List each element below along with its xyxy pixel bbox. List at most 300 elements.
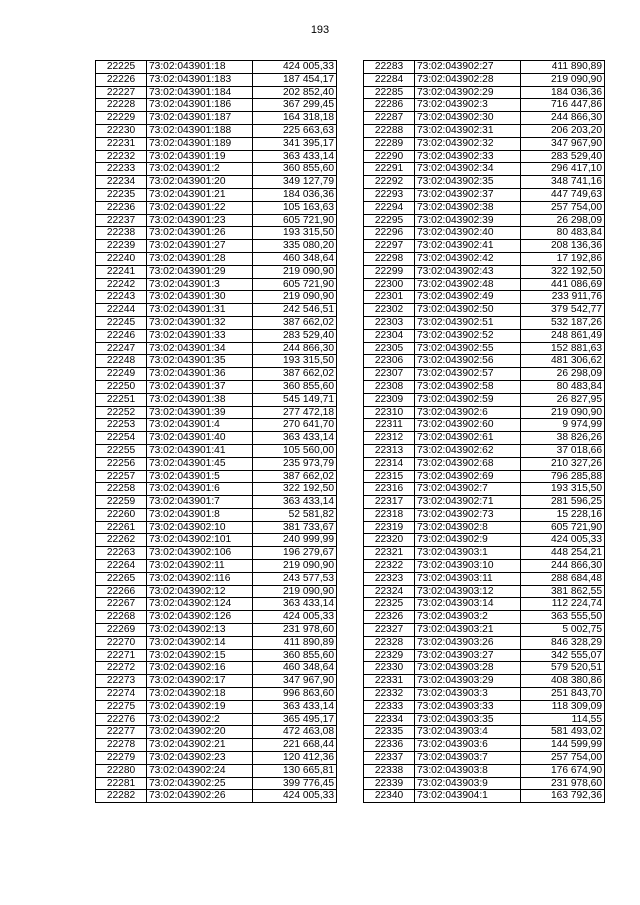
row-number: 22287 — [364, 112, 415, 125]
table-row — [364, 291, 605, 304]
cadastral-value: 387 662,02 — [253, 368, 337, 381]
table-row — [364, 329, 605, 342]
table-row — [96, 393, 337, 406]
cadastral-number: 73:02:043902:26 — [147, 790, 253, 803]
cadastral-value: 277 472,18 — [253, 406, 337, 419]
row-number: 22270 — [96, 636, 147, 649]
row-number: 22328 — [364, 636, 415, 649]
row-number: 22225 — [96, 61, 147, 74]
table-row — [364, 227, 605, 240]
row-number: 22285 — [364, 86, 415, 99]
cadastral-value: 296 417,10 — [521, 163, 605, 176]
cadastral-value: 196 279,67 — [253, 547, 337, 560]
row-number: 22254 — [96, 432, 147, 445]
cadastral-number: 73:02:043901:20 — [147, 176, 253, 189]
row-number: 22337 — [364, 752, 415, 765]
cadastral-number: 73:02:043902:11 — [147, 560, 253, 573]
cadastral-value: 411 890,89 — [521, 61, 605, 74]
table-row — [364, 432, 605, 445]
table-row — [96, 201, 337, 214]
row-number: 22286 — [364, 99, 415, 112]
cadastral-number: 73:02:043902:29 — [415, 86, 521, 99]
cadastral-value: 363 433,14 — [253, 598, 337, 611]
row-number: 22306 — [364, 355, 415, 368]
table-row — [96, 739, 337, 752]
cadastral-value: 243 577,53 — [253, 572, 337, 585]
cadastral-number: 73:02:043901:35 — [147, 355, 253, 368]
table-row — [364, 73, 605, 86]
cadastral-value: 605 721,90 — [521, 521, 605, 534]
cadastral-number: 73:02:043902:60 — [415, 419, 521, 432]
row-number: 22259 — [96, 496, 147, 509]
cadastral-value: 605 721,90 — [253, 278, 337, 291]
row-number: 22329 — [364, 649, 415, 662]
table-row — [96, 329, 337, 342]
row-number: 22242 — [96, 278, 147, 291]
row-number: 22255 — [96, 444, 147, 457]
row-number: 22327 — [364, 624, 415, 637]
page-number: 193 — [310, 24, 330, 36]
table-row — [364, 393, 605, 406]
table-row — [364, 752, 605, 765]
cadastral-value: 460 348,64 — [253, 252, 337, 265]
cadastral-value: 152 881,63 — [521, 342, 605, 355]
row-number: 22281 — [96, 777, 147, 790]
row-number: 22266 — [96, 585, 147, 598]
table-row — [96, 636, 337, 649]
row-number: 22263 — [96, 547, 147, 560]
table-row — [364, 560, 605, 573]
row-number: 22265 — [96, 572, 147, 585]
row-number: 22234 — [96, 176, 147, 189]
cadastral-number: 73:02:043903:12 — [415, 585, 521, 598]
cadastral-value: 411 890,89 — [253, 636, 337, 649]
cadastral-value: 251 843,70 — [521, 688, 605, 701]
cadastral-number: 73:02:043903:6 — [415, 739, 521, 752]
cadastral-number: 73:02:043902:13 — [147, 624, 253, 637]
row-number: 22256 — [96, 457, 147, 470]
table-row — [364, 368, 605, 381]
row-number: 22296 — [364, 227, 415, 240]
table-row — [364, 124, 605, 137]
row-number: 22241 — [96, 265, 147, 278]
cadastral-number: 73:02:043902:8 — [415, 521, 521, 534]
row-number: 22271 — [96, 649, 147, 662]
table-row — [96, 73, 337, 86]
cadastral-number: 73:02:043902:126 — [147, 611, 253, 624]
cadastral-value: 424 005,33 — [253, 61, 337, 74]
cadastral-value: 716 447,86 — [521, 99, 605, 112]
cadastral-number: 73:02:043902:18 — [147, 688, 253, 701]
row-number: 22277 — [96, 726, 147, 739]
row-number: 22310 — [364, 406, 415, 419]
table-row — [96, 649, 337, 662]
cadastral-number: 73:02:043901:19 — [147, 150, 253, 163]
cadastral-number: 73:02:043901:6 — [147, 483, 253, 496]
row-number: 22323 — [364, 572, 415, 585]
cadastral-number: 73:02:043902:38 — [415, 201, 521, 214]
row-number: 22230 — [96, 124, 147, 137]
row-number: 22228 — [96, 99, 147, 112]
table-row — [364, 252, 605, 265]
row-number: 22305 — [364, 342, 415, 355]
cadastral-value: 193 315,50 — [253, 227, 337, 240]
cadastral-number: 73:02:043902:24 — [147, 764, 253, 777]
row-number: 22258 — [96, 483, 147, 496]
cadastral-value: 796 285,88 — [521, 470, 605, 483]
cadastral-number: 73:02:043901:3 — [147, 278, 253, 291]
row-number: 22339 — [364, 777, 415, 790]
cadastral-number: 73:02:043903:2 — [415, 611, 521, 624]
cadastral-number: 73:02:043902:31 — [415, 124, 521, 137]
row-number: 22311 — [364, 419, 415, 432]
table-row — [364, 521, 605, 534]
table-row — [364, 355, 605, 368]
cadastral-number: 73:02:043901:5 — [147, 470, 253, 483]
row-number: 22231 — [96, 137, 147, 150]
row-number: 22278 — [96, 739, 147, 752]
row-number: 22297 — [364, 240, 415, 253]
row-number: 22315 — [364, 470, 415, 483]
row-number: 22298 — [364, 252, 415, 265]
cadastral-value: 244 866,30 — [253, 342, 337, 355]
cadastral-value: 52 581,82 — [253, 508, 337, 521]
cadastral-number: 73:02:043901:21 — [147, 188, 253, 201]
cadastral-value: 231 978,60 — [253, 624, 337, 637]
row-number: 22322 — [364, 560, 415, 573]
table-row — [364, 150, 605, 163]
cadastral-value: 322 192,50 — [521, 265, 605, 278]
row-number: 22240 — [96, 252, 147, 265]
table-row — [364, 444, 605, 457]
table-row — [364, 598, 605, 611]
row-number: 22302 — [364, 304, 415, 317]
cadastral-value: 221 668,44 — [253, 739, 337, 752]
table-row — [364, 419, 605, 432]
table-row — [364, 214, 605, 227]
cadastral-value: 363 433,14 — [253, 432, 337, 445]
cadastral-number: 73:02:043901:187 — [147, 112, 253, 125]
cadastral-value: 349 127,79 — [253, 176, 337, 189]
cadastral-number: 73:02:043901:34 — [147, 342, 253, 355]
table-row — [96, 585, 337, 598]
cadastral-value: 532 187,26 — [521, 316, 605, 329]
cadastral-number: 73:02:043902:25 — [147, 777, 253, 790]
cadastral-number: 73:02:043902:32 — [415, 137, 521, 150]
cadastral-number: 73:02:043902:9 — [415, 534, 521, 547]
table-row — [96, 214, 337, 227]
cadastral-number: 73:02:043902:101 — [147, 534, 253, 547]
table-row — [364, 201, 605, 214]
table-row — [364, 99, 605, 112]
row-number: 22245 — [96, 316, 147, 329]
cadastral-value: 219 090,90 — [521, 73, 605, 86]
row-number: 22290 — [364, 150, 415, 163]
cadastral-number: 73:02:043902:6 — [415, 406, 521, 419]
row-number: 22288 — [364, 124, 415, 137]
cadastral-number: 73:02:043901:38 — [147, 393, 253, 406]
row-number: 22340 — [364, 790, 415, 803]
cadastral-value: 80 483,84 — [521, 227, 605, 240]
table-row — [364, 534, 605, 547]
row-number: 22309 — [364, 393, 415, 406]
table-row — [364, 278, 605, 291]
cadastral-number: 73:02:043903:33 — [415, 700, 521, 713]
cadastral-value: 424 005,33 — [521, 534, 605, 547]
cadastral-number: 73:02:043901:7 — [147, 496, 253, 509]
table-row — [364, 406, 605, 419]
cadastral-value: 387 662,02 — [253, 470, 337, 483]
cadastral-number: 73:02:043901:28 — [147, 252, 253, 265]
cadastral-number: 73:02:043903:1 — [415, 547, 521, 560]
row-number: 22295 — [364, 214, 415, 227]
row-number: 22269 — [96, 624, 147, 637]
table-row — [96, 291, 337, 304]
cadastral-number: 73:02:043901:39 — [147, 406, 253, 419]
cadastral-value: 233 911,76 — [521, 291, 605, 304]
row-number: 22316 — [364, 483, 415, 496]
row-number: 22279 — [96, 752, 147, 765]
cadastral-value: 441 086,69 — [521, 278, 605, 291]
row-number: 22275 — [96, 700, 147, 713]
table-row — [364, 496, 605, 509]
cadastral-number: 73:02:043902:58 — [415, 380, 521, 393]
cadastral-number: 73:02:043902:40 — [415, 227, 521, 240]
cadastral-number: 73:02:043902:17 — [147, 675, 253, 688]
cadastral-number: 73:02:043902:7 — [415, 483, 521, 496]
row-number: 22282 — [96, 790, 147, 803]
cadastral-value: 208 136,36 — [521, 240, 605, 253]
cadastral-value: 347 967,90 — [521, 137, 605, 150]
cadastral-number: 73:02:043903:4 — [415, 726, 521, 739]
cadastral-number: 73:02:043902:50 — [415, 304, 521, 317]
cadastral-value: 846 328,29 — [521, 636, 605, 649]
cadastral-number: 73:02:043903:26 — [415, 636, 521, 649]
cadastral-value: 545 149,71 — [253, 393, 337, 406]
table-row — [96, 176, 337, 189]
table-row — [96, 457, 337, 470]
row-number: 22272 — [96, 662, 147, 675]
cadastral-value: 367 299,45 — [253, 99, 337, 112]
cadastral-number: 73:02:043902:69 — [415, 470, 521, 483]
cadastral-value: 240 999,99 — [253, 534, 337, 547]
cadastral-number: 73:02:043902:61 — [415, 432, 521, 445]
cadastral-value: 231 978,60 — [521, 777, 605, 790]
row-number: 22318 — [364, 508, 415, 521]
cadastral-value: 257 754,00 — [521, 752, 605, 765]
cadastral-value: 363 433,14 — [253, 496, 337, 509]
cadastral-number: 73:02:043901:26 — [147, 227, 253, 240]
table-row — [364, 240, 605, 253]
row-number: 22251 — [96, 393, 147, 406]
cadastral-number: 73:02:043902:33 — [415, 150, 521, 163]
table-row — [364, 457, 605, 470]
cadastral-value: 206 203,20 — [521, 124, 605, 137]
table-row — [364, 342, 605, 355]
table-row — [96, 764, 337, 777]
table-row — [96, 496, 337, 509]
cadastral-number: 73:02:043902:43 — [415, 265, 521, 278]
row-number: 22238 — [96, 227, 147, 240]
cadastral-value: 5 002,75 — [521, 624, 605, 637]
cadastral-value: 112 224,74 — [521, 598, 605, 611]
cadastral-value: 114,55 — [521, 713, 605, 726]
row-number: 22237 — [96, 214, 147, 227]
cadastral-number: 73:02:043902:20 — [147, 726, 253, 739]
row-number: 22300 — [364, 278, 415, 291]
cadastral-number: 73:02:043902:19 — [147, 700, 253, 713]
row-number: 22324 — [364, 585, 415, 598]
row-number: 22319 — [364, 521, 415, 534]
table-row — [96, 688, 337, 701]
cadastral-value: 17 192,86 — [521, 252, 605, 265]
cadastral-number: 73:02:043901:36 — [147, 368, 253, 381]
table-row — [96, 124, 337, 137]
cadastral-value: 219 090,90 — [253, 585, 337, 598]
cadastral-number: 73:02:043901:27 — [147, 240, 253, 253]
row-number: 22276 — [96, 713, 147, 726]
table-row — [96, 163, 337, 176]
cadastral-number: 73:02:043902:21 — [147, 739, 253, 752]
table-row — [364, 304, 605, 317]
row-number: 22313 — [364, 444, 415, 457]
cadastral-number: 73:02:043903:27 — [415, 649, 521, 662]
row-number: 22243 — [96, 291, 147, 304]
cadastral-number: 73:02:043901:18 — [147, 61, 253, 74]
row-number: 22244 — [96, 304, 147, 317]
table-row — [364, 265, 605, 278]
table-row — [364, 176, 605, 189]
cadastral-value: 399 776,45 — [253, 777, 337, 790]
cadastral-value: 176 674,90 — [521, 764, 605, 777]
cadastral-number: 73:02:043901:32 — [147, 316, 253, 329]
row-number: 22250 — [96, 380, 147, 393]
table-row — [96, 112, 337, 125]
row-number: 22232 — [96, 150, 147, 163]
table-row — [96, 304, 337, 317]
cadastral-value: 9 974,99 — [521, 419, 605, 432]
cadastral-value: 447 749,63 — [521, 188, 605, 201]
table-row — [96, 188, 337, 201]
row-number: 22273 — [96, 675, 147, 688]
cadastral-number: 73:02:043901:31 — [147, 304, 253, 317]
cadastral-value: 184 036,36 — [521, 86, 605, 99]
cadastral-value: 80 483,84 — [521, 380, 605, 393]
table-row — [364, 188, 605, 201]
row-number: 22333 — [364, 700, 415, 713]
row-number: 22268 — [96, 611, 147, 624]
row-number: 22264 — [96, 560, 147, 573]
cadastral-number: 73:02:043901:4 — [147, 419, 253, 432]
row-number: 22331 — [364, 675, 415, 688]
cadastral-number: 73:02:043902:27 — [415, 61, 521, 74]
cadastral-value: 381 733,67 — [253, 521, 337, 534]
cadastral-number: 73:02:043902:55 — [415, 342, 521, 355]
cadastral-value: 363 433,14 — [253, 700, 337, 713]
row-number: 22317 — [364, 496, 415, 509]
cadastral-value: 424 005,33 — [253, 611, 337, 624]
cadastral-value: 360 855,60 — [253, 163, 337, 176]
cadastral-number: 73:02:043902:14 — [147, 636, 253, 649]
cadastral-number: 73:02:043901:29 — [147, 265, 253, 278]
row-number: 22248 — [96, 355, 147, 368]
row-number: 22304 — [364, 329, 415, 342]
table-row — [364, 137, 605, 150]
cadastral-number: 73:02:043903:21 — [415, 624, 521, 637]
cadastral-value: 283 529,40 — [253, 329, 337, 342]
row-number: 22335 — [364, 726, 415, 739]
table-row — [96, 278, 337, 291]
table-row — [96, 624, 337, 637]
table-row — [96, 86, 337, 99]
cadastral-number: 73:02:043901:37 — [147, 380, 253, 393]
row-number: 22312 — [364, 432, 415, 445]
table-row — [96, 419, 337, 432]
table-row — [364, 688, 605, 701]
cadastral-number: 73:02:043902:62 — [415, 444, 521, 457]
cadastral-value: 360 855,60 — [253, 649, 337, 662]
cadastral-value: 163 792,36 — [521, 790, 605, 803]
row-number: 22292 — [364, 176, 415, 189]
cadastral-value: 120 412,36 — [253, 752, 337, 765]
row-number: 22236 — [96, 201, 147, 214]
row-number: 22253 — [96, 419, 147, 432]
cadastral-number: 73:02:043903:14 — [415, 598, 521, 611]
cadastral-value: 381 862,55 — [521, 585, 605, 598]
cadastral-value: 144 599,99 — [521, 739, 605, 752]
cadastral-value: 210 327,26 — [521, 457, 605, 470]
cadastral-number: 73:02:043902:124 — [147, 598, 253, 611]
table-row — [96, 700, 337, 713]
row-number: 22257 — [96, 470, 147, 483]
table-row — [364, 790, 605, 803]
cadastral-number: 73:02:043902:28 — [415, 73, 521, 86]
table-row — [364, 483, 605, 496]
cadastral-number: 73:02:043902:73 — [415, 508, 521, 521]
table-row — [364, 380, 605, 393]
left-data-table — [95, 60, 337, 803]
row-number: 22239 — [96, 240, 147, 253]
cadastral-number: 73:02:043903:7 — [415, 752, 521, 765]
row-number: 22252 — [96, 406, 147, 419]
table-row — [364, 726, 605, 739]
cadastral-number: 73:02:043902:37 — [415, 188, 521, 201]
cadastral-number: 73:02:043901:45 — [147, 457, 253, 470]
cadastral-number: 73:02:043902:56 — [415, 355, 521, 368]
cadastral-value: 342 555,07 — [521, 649, 605, 662]
cadastral-number: 73:02:043902:48 — [415, 278, 521, 291]
row-number: 22320 — [364, 534, 415, 547]
table-row — [96, 444, 337, 457]
row-number: 22280 — [96, 764, 147, 777]
cadastral-value: 38 826,26 — [521, 432, 605, 445]
table-row — [364, 508, 605, 521]
table-row — [96, 99, 337, 112]
row-number: 22262 — [96, 534, 147, 547]
cadastral-value: 365 495,17 — [253, 713, 337, 726]
cadastral-value: 347 967,90 — [253, 675, 337, 688]
cadastral-value: 235 973,79 — [253, 457, 337, 470]
row-number: 22299 — [364, 265, 415, 278]
table-row — [96, 227, 337, 240]
right-data-table — [363, 60, 605, 803]
cadastral-number: 73:02:043901:23 — [147, 214, 253, 227]
table-row — [364, 61, 605, 74]
cadastral-value: 248 861,49 — [521, 329, 605, 342]
cadastral-value: 408 380,86 — [521, 675, 605, 688]
cadastral-number: 73:02:043903:29 — [415, 675, 521, 688]
row-number: 22260 — [96, 508, 147, 521]
